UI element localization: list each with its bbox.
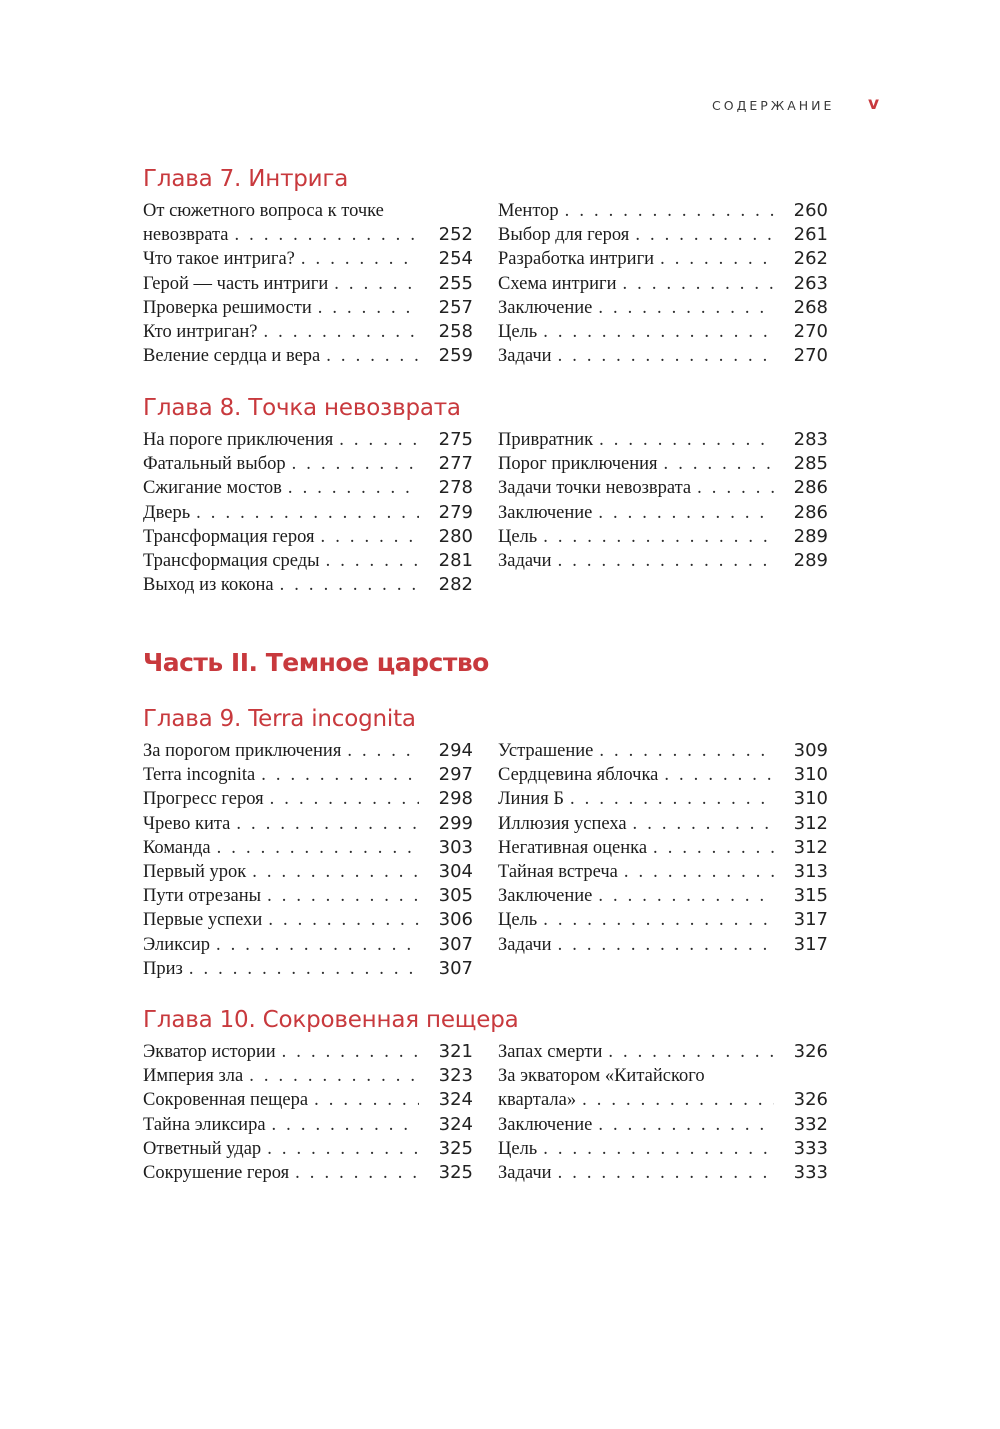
dot-leader bbox=[558, 1161, 774, 1185]
toc-entry-page: 252 bbox=[438, 224, 473, 246]
toc-entry-page: 323 bbox=[438, 1065, 473, 1087]
toc-entry-page: 258 bbox=[438, 320, 473, 342]
dot-leader bbox=[598, 1113, 774, 1137]
dot-leader bbox=[321, 525, 419, 549]
toc-entry-title: Империя зла bbox=[143, 1066, 244, 1087]
toc-entry-title: Ментор bbox=[498, 201, 559, 221]
dot-leader bbox=[697, 476, 774, 500]
dot-leader bbox=[558, 933, 774, 957]
toc-entry[interactable] bbox=[143, 476, 473, 500]
toc-entry[interactable] bbox=[498, 549, 828, 573]
toc-entry[interactable] bbox=[498, 884, 828, 908]
toc-entry-title: Задачи bbox=[498, 934, 552, 955]
toc-entry[interactable] bbox=[143, 933, 473, 957]
dot-leader bbox=[326, 549, 419, 573]
toc-entry[interactable] bbox=[498, 344, 828, 368]
toc-entry[interactable] bbox=[143, 1161, 473, 1185]
dot-leader bbox=[236, 812, 419, 836]
toc-entry-page: 262 bbox=[793, 248, 828, 270]
dot-leader bbox=[543, 1137, 774, 1161]
toc-entry-title: Заключение bbox=[498, 1114, 593, 1135]
toc-entry-title: Иллюзия успеха bbox=[498, 813, 627, 834]
toc-entry-title: Цель bbox=[498, 1138, 538, 1159]
toc-entry-page: 286 bbox=[793, 501, 828, 523]
toc-entry-title: От сюжетного вопроса к точке bbox=[143, 201, 384, 221]
toc-entry[interactable] bbox=[143, 247, 473, 271]
toc-entry-title: За порогом приключения bbox=[143, 741, 342, 761]
toc-entry[interactable] bbox=[498, 223, 828, 247]
dot-leader bbox=[339, 428, 419, 452]
toc-entry-page: 255 bbox=[438, 272, 473, 294]
dot-leader bbox=[664, 452, 774, 476]
toc-entry-title: Разработка интриги bbox=[498, 249, 655, 270]
toc-entry[interactable] bbox=[143, 549, 473, 573]
dot-leader bbox=[664, 763, 774, 787]
toc-entry[interactable] bbox=[143, 763, 473, 787]
toc-entry[interactable] bbox=[143, 199, 473, 223]
toc-entry[interactable] bbox=[143, 223, 473, 247]
toc-entry-page: 324 bbox=[438, 1089, 473, 1111]
toc-entry[interactable] bbox=[498, 320, 828, 344]
chapter-10-right-column bbox=[498, 1040, 828, 1185]
toc-entry-title: Первый урок bbox=[143, 861, 247, 882]
toc-entry-title: Трансформация среды bbox=[143, 550, 320, 571]
dot-leader bbox=[249, 1064, 419, 1088]
toc-entry-page: 257 bbox=[438, 296, 473, 318]
toc-entry-page: 283 bbox=[793, 429, 828, 450]
dot-leader bbox=[660, 247, 774, 271]
toc-entry-page: 280 bbox=[438, 525, 473, 547]
toc-entry[interactable] bbox=[143, 1137, 473, 1161]
toc-entry-title: Выбор для героя bbox=[498, 225, 630, 246]
toc-entry[interactable] bbox=[498, 247, 828, 271]
toc-entry-page: 279 bbox=[438, 501, 473, 523]
toc-entry-page: 289 bbox=[793, 549, 828, 571]
toc-entry[interactable] bbox=[498, 787, 828, 811]
toc-entry-title: Кто интриган? bbox=[143, 321, 258, 342]
toc-entry-page: 310 bbox=[793, 764, 828, 786]
toc-entry-page: 325 bbox=[438, 1161, 473, 1183]
toc-entry-title: Команда bbox=[143, 837, 211, 858]
toc-entry-title: Герой — часть интриги bbox=[143, 273, 329, 294]
toc-entry[interactable] bbox=[143, 344, 473, 368]
toc-entry-title: Цель bbox=[498, 910, 538, 931]
dot-leader bbox=[314, 1088, 419, 1112]
toc-entry-page: 312 bbox=[793, 836, 828, 858]
dot-leader bbox=[292, 452, 419, 476]
dot-leader bbox=[267, 884, 419, 908]
dot-leader bbox=[189, 957, 419, 981]
toc-entry-page: 306 bbox=[438, 909, 473, 931]
dot-leader bbox=[653, 836, 774, 860]
toc-entry-page: 260 bbox=[793, 200, 828, 221]
toc-entry[interactable] bbox=[498, 199, 828, 223]
dot-leader bbox=[633, 812, 774, 836]
toc-entry-title: Задачи bbox=[498, 346, 552, 367]
toc-entry-page: 309 bbox=[793, 740, 828, 761]
dot-leader bbox=[598, 884, 774, 908]
dot-leader bbox=[635, 223, 774, 247]
toc-entry-page: 270 bbox=[793, 345, 828, 367]
toc-entry[interactable] bbox=[498, 763, 828, 787]
dot-leader bbox=[558, 549, 774, 573]
page-number: v bbox=[868, 94, 880, 114]
chapter-9-right-column bbox=[498, 739, 828, 957]
toc-entry-page: 317 bbox=[793, 909, 828, 931]
toc-entry-page: 278 bbox=[438, 477, 473, 499]
toc-entry-page: 299 bbox=[438, 812, 473, 834]
toc-entry-title: Первые успехи bbox=[143, 910, 263, 931]
toc-entry-title: Схема интриги bbox=[498, 273, 617, 294]
toc-entry-title: Сокровенная пещера bbox=[143, 1090, 309, 1111]
toc-entry[interactable] bbox=[143, 812, 473, 836]
toc-entry-title: Terra incognita bbox=[143, 765, 256, 786]
chapter-8-title[interactable]: Глава 8. Точка невозврата bbox=[143, 395, 461, 421]
toc-entry[interactable] bbox=[143, 739, 473, 763]
dot-leader bbox=[543, 908, 774, 932]
toc-entry[interactable] bbox=[143, 501, 473, 525]
chapter-7-right-column bbox=[498, 199, 828, 368]
toc-entry-title: Заключение bbox=[498, 502, 593, 523]
dot-leader bbox=[301, 247, 419, 271]
toc-entry-title: невозврата bbox=[143, 225, 229, 246]
toc-entry-page: 294 bbox=[438, 740, 473, 761]
toc-entry[interactable] bbox=[498, 476, 828, 500]
toc-entry-title: Прогресс героя bbox=[143, 789, 264, 810]
toc-entry[interactable] bbox=[143, 1064, 473, 1088]
toc-entry-title: Линия Б bbox=[498, 789, 565, 810]
toc-entry-title: За экватором «Китайского bbox=[498, 1066, 705, 1087]
toc-entry-page: 315 bbox=[793, 885, 828, 907]
chapter-9-title[interactable]: Глава 9. Terra incognita bbox=[143, 706, 416, 732]
toc-entry[interactable] bbox=[498, 525, 828, 549]
toc-entry-page: 263 bbox=[793, 272, 828, 294]
toc-entry[interactable] bbox=[498, 272, 828, 296]
dot-leader bbox=[543, 525, 774, 549]
toc-entry[interactable] bbox=[498, 1161, 828, 1185]
toc-entry-title: Экватор истории bbox=[143, 1042, 276, 1062]
toc-entry-title: На пороге приключения bbox=[143, 430, 334, 450]
toc-entry-page: 333 bbox=[793, 1137, 828, 1159]
dot-leader bbox=[282, 1040, 419, 1064]
dot-leader bbox=[543, 320, 774, 344]
toc-entry[interactable] bbox=[143, 525, 473, 549]
dot-leader bbox=[264, 320, 419, 344]
dot-leader bbox=[582, 1088, 774, 1112]
toc-entry[interactable] bbox=[498, 296, 828, 320]
toc-entry-page: 310 bbox=[793, 788, 828, 810]
dot-leader bbox=[235, 223, 419, 247]
toc-entry-page: 285 bbox=[793, 453, 828, 475]
dot-leader bbox=[623, 272, 774, 296]
dot-leader bbox=[318, 296, 419, 320]
toc-entry[interactable] bbox=[498, 1113, 828, 1137]
toc-entry-title: Цель bbox=[498, 321, 538, 342]
toc-entry-title: Задачи bbox=[498, 1162, 552, 1183]
chapter-7-left-column bbox=[143, 199, 473, 368]
toc-entry-title: Устрашение bbox=[498, 741, 594, 761]
chapter-10-left-column bbox=[143, 1040, 473, 1185]
dot-leader bbox=[295, 1161, 419, 1185]
dot-leader bbox=[267, 1137, 419, 1161]
toc-entry-page: 298 bbox=[438, 788, 473, 810]
toc-entry[interactable] bbox=[143, 787, 473, 811]
toc-entry-title: Заключение bbox=[498, 297, 593, 318]
toc-entry-page: 312 bbox=[793, 812, 828, 834]
toc-entry-title: Чрево кита bbox=[143, 813, 231, 834]
toc-entry-page: 305 bbox=[438, 885, 473, 907]
toc-entry-page: 286 bbox=[793, 477, 828, 499]
toc-entry[interactable] bbox=[498, 1137, 828, 1161]
toc-entry-page: 259 bbox=[438, 345, 473, 367]
toc-entry-page: 254 bbox=[438, 248, 473, 270]
toc-entry-page: 317 bbox=[793, 933, 828, 955]
dot-leader bbox=[565, 199, 774, 223]
toc-entry[interactable] bbox=[498, 428, 828, 452]
toc-entry[interactable] bbox=[498, 812, 828, 836]
dot-leader bbox=[347, 739, 419, 763]
dot-leader bbox=[272, 1113, 419, 1137]
dot-leader bbox=[252, 860, 419, 884]
dot-leader bbox=[270, 787, 419, 811]
toc-entry[interactable] bbox=[143, 452, 473, 476]
toc-entry[interactable] bbox=[498, 1088, 828, 1112]
toc-entry-title: Запах смерти bbox=[498, 1042, 603, 1062]
toc-entry-page: 324 bbox=[438, 1113, 473, 1135]
toc-entry-page: 297 bbox=[438, 764, 473, 786]
toc-entry[interactable] bbox=[498, 1064, 828, 1088]
toc-entry-title: Выход из кокона bbox=[143, 575, 274, 596]
toc-entry-title: Фатальный выбор bbox=[143, 454, 286, 475]
toc-entry[interactable] bbox=[498, 1040, 828, 1064]
toc-entry-page: 304 bbox=[438, 860, 473, 882]
toc-entry-title: Проверка решимости bbox=[143, 297, 312, 318]
dot-leader bbox=[196, 501, 419, 525]
toc-entry-page: 261 bbox=[793, 224, 828, 246]
toc-entry-page: 307 bbox=[438, 933, 473, 955]
toc-entry[interactable] bbox=[143, 860, 473, 884]
toc-entry-title: Эликсир bbox=[143, 934, 210, 955]
toc-entry-title: Цель bbox=[498, 526, 538, 547]
chapter-9-left-column bbox=[143, 739, 473, 981]
toc-entry[interactable] bbox=[143, 320, 473, 344]
toc-entry[interactable] bbox=[498, 836, 828, 860]
dot-leader bbox=[624, 860, 774, 884]
toc-entry-page: 281 bbox=[438, 549, 473, 571]
toc-entry-page: 326 bbox=[793, 1041, 828, 1062]
dot-leader bbox=[570, 787, 774, 811]
running-head: СОДЕРЖАНИЕ bbox=[712, 98, 835, 113]
dot-leader bbox=[326, 344, 419, 368]
chapter-7-title[interactable]: Глава 7. Интрига bbox=[143, 166, 349, 192]
toc-entry-page: 333 bbox=[793, 1161, 828, 1183]
part-2-title[interactable]: Часть II. Темное царство bbox=[143, 648, 489, 677]
toc-entry-title: Трансформация героя bbox=[143, 526, 315, 547]
dot-leader bbox=[280, 573, 419, 597]
toc-entry-title: Привратник bbox=[498, 430, 594, 450]
toc-entry-page: 282 bbox=[438, 574, 473, 596]
toc-entry-page: 321 bbox=[438, 1041, 473, 1062]
toc-entry-page: 275 bbox=[438, 429, 473, 450]
dot-leader bbox=[598, 296, 774, 320]
toc-entry[interactable] bbox=[143, 1040, 473, 1064]
toc-entry-page: 326 bbox=[793, 1089, 828, 1111]
toc-entry[interactable] bbox=[143, 296, 473, 320]
toc-entry-title: Сердцевина яблочка bbox=[498, 765, 659, 786]
toc-entry-page: 268 bbox=[793, 296, 828, 318]
dot-leader bbox=[261, 763, 419, 787]
toc-entry-title: Веление сердца и вера bbox=[143, 346, 321, 367]
dot-leader bbox=[216, 933, 419, 957]
toc-entry[interactable] bbox=[498, 860, 828, 884]
toc-entry-title: Заключение bbox=[498, 886, 593, 907]
dot-leader bbox=[599, 739, 774, 763]
toc-entry-page: 332 bbox=[793, 1113, 828, 1135]
toc-entry-title: Сжигание мостов bbox=[143, 478, 282, 499]
chapter-8-right-column bbox=[498, 428, 828, 573]
toc-entry[interactable] bbox=[143, 908, 473, 932]
toc-entry[interactable] bbox=[498, 501, 828, 525]
toc-entry[interactable] bbox=[498, 933, 828, 957]
toc-entry-title: Ответный удар bbox=[143, 1138, 262, 1159]
toc-entry[interactable] bbox=[143, 884, 473, 908]
toc-entry[interactable] bbox=[143, 1088, 473, 1112]
toc-entry-page: 307 bbox=[438, 957, 473, 979]
toc-entry-title: Тайна эликсира bbox=[143, 1114, 266, 1135]
toc-entry[interactable] bbox=[143, 272, 473, 296]
toc-entry[interactable] bbox=[143, 573, 473, 597]
dot-leader bbox=[558, 344, 774, 368]
dot-leader bbox=[334, 272, 419, 296]
toc-entry-title: Негативная оценка bbox=[498, 837, 648, 858]
toc-entry-title: Дверь bbox=[143, 502, 191, 523]
toc-entry-title: Приз bbox=[143, 958, 183, 979]
toc-entry-title: Тайная встреча bbox=[498, 861, 618, 882]
toc-entry-page: 270 bbox=[793, 320, 828, 342]
chapter-10-title[interactable]: Глава 10. Сокровенная пещера bbox=[143, 1007, 519, 1033]
toc-entry[interactable] bbox=[498, 739, 828, 763]
toc-entry-page: 277 bbox=[438, 453, 473, 475]
toc-entry[interactable] bbox=[498, 452, 828, 476]
toc-entry[interactable] bbox=[498, 908, 828, 932]
toc-entry-title: квартала» bbox=[498, 1090, 577, 1111]
toc-entry-page: 303 bbox=[438, 836, 473, 858]
toc-entry[interactable] bbox=[143, 428, 473, 452]
toc-entry[interactable] bbox=[143, 957, 473, 981]
toc-entry-title: Задачи bbox=[498, 550, 552, 571]
toc-entry-title: Порог приключения bbox=[498, 454, 658, 475]
dot-leader bbox=[608, 1040, 774, 1064]
dot-leader bbox=[217, 836, 419, 860]
toc-entry-page: 325 bbox=[438, 1137, 473, 1159]
toc-entry-page: 289 bbox=[793, 525, 828, 547]
toc-entry[interactable] bbox=[143, 836, 473, 860]
dot-leader bbox=[598, 501, 774, 525]
toc-entry[interactable] bbox=[143, 1113, 473, 1137]
dot-leader bbox=[268, 908, 419, 932]
chapter-8-left-column bbox=[143, 428, 473, 597]
toc-entry-title: Что такое интрига? bbox=[143, 249, 295, 270]
toc-entry-page: 313 bbox=[793, 860, 828, 882]
toc-entry-title: Задачи точки невозврата bbox=[498, 478, 692, 499]
toc-entry-title: Сокрушение героя bbox=[143, 1162, 290, 1183]
toc-entry-title: Пути отрезаны bbox=[143, 886, 262, 907]
dot-leader bbox=[599, 428, 774, 452]
dot-leader bbox=[288, 476, 419, 500]
